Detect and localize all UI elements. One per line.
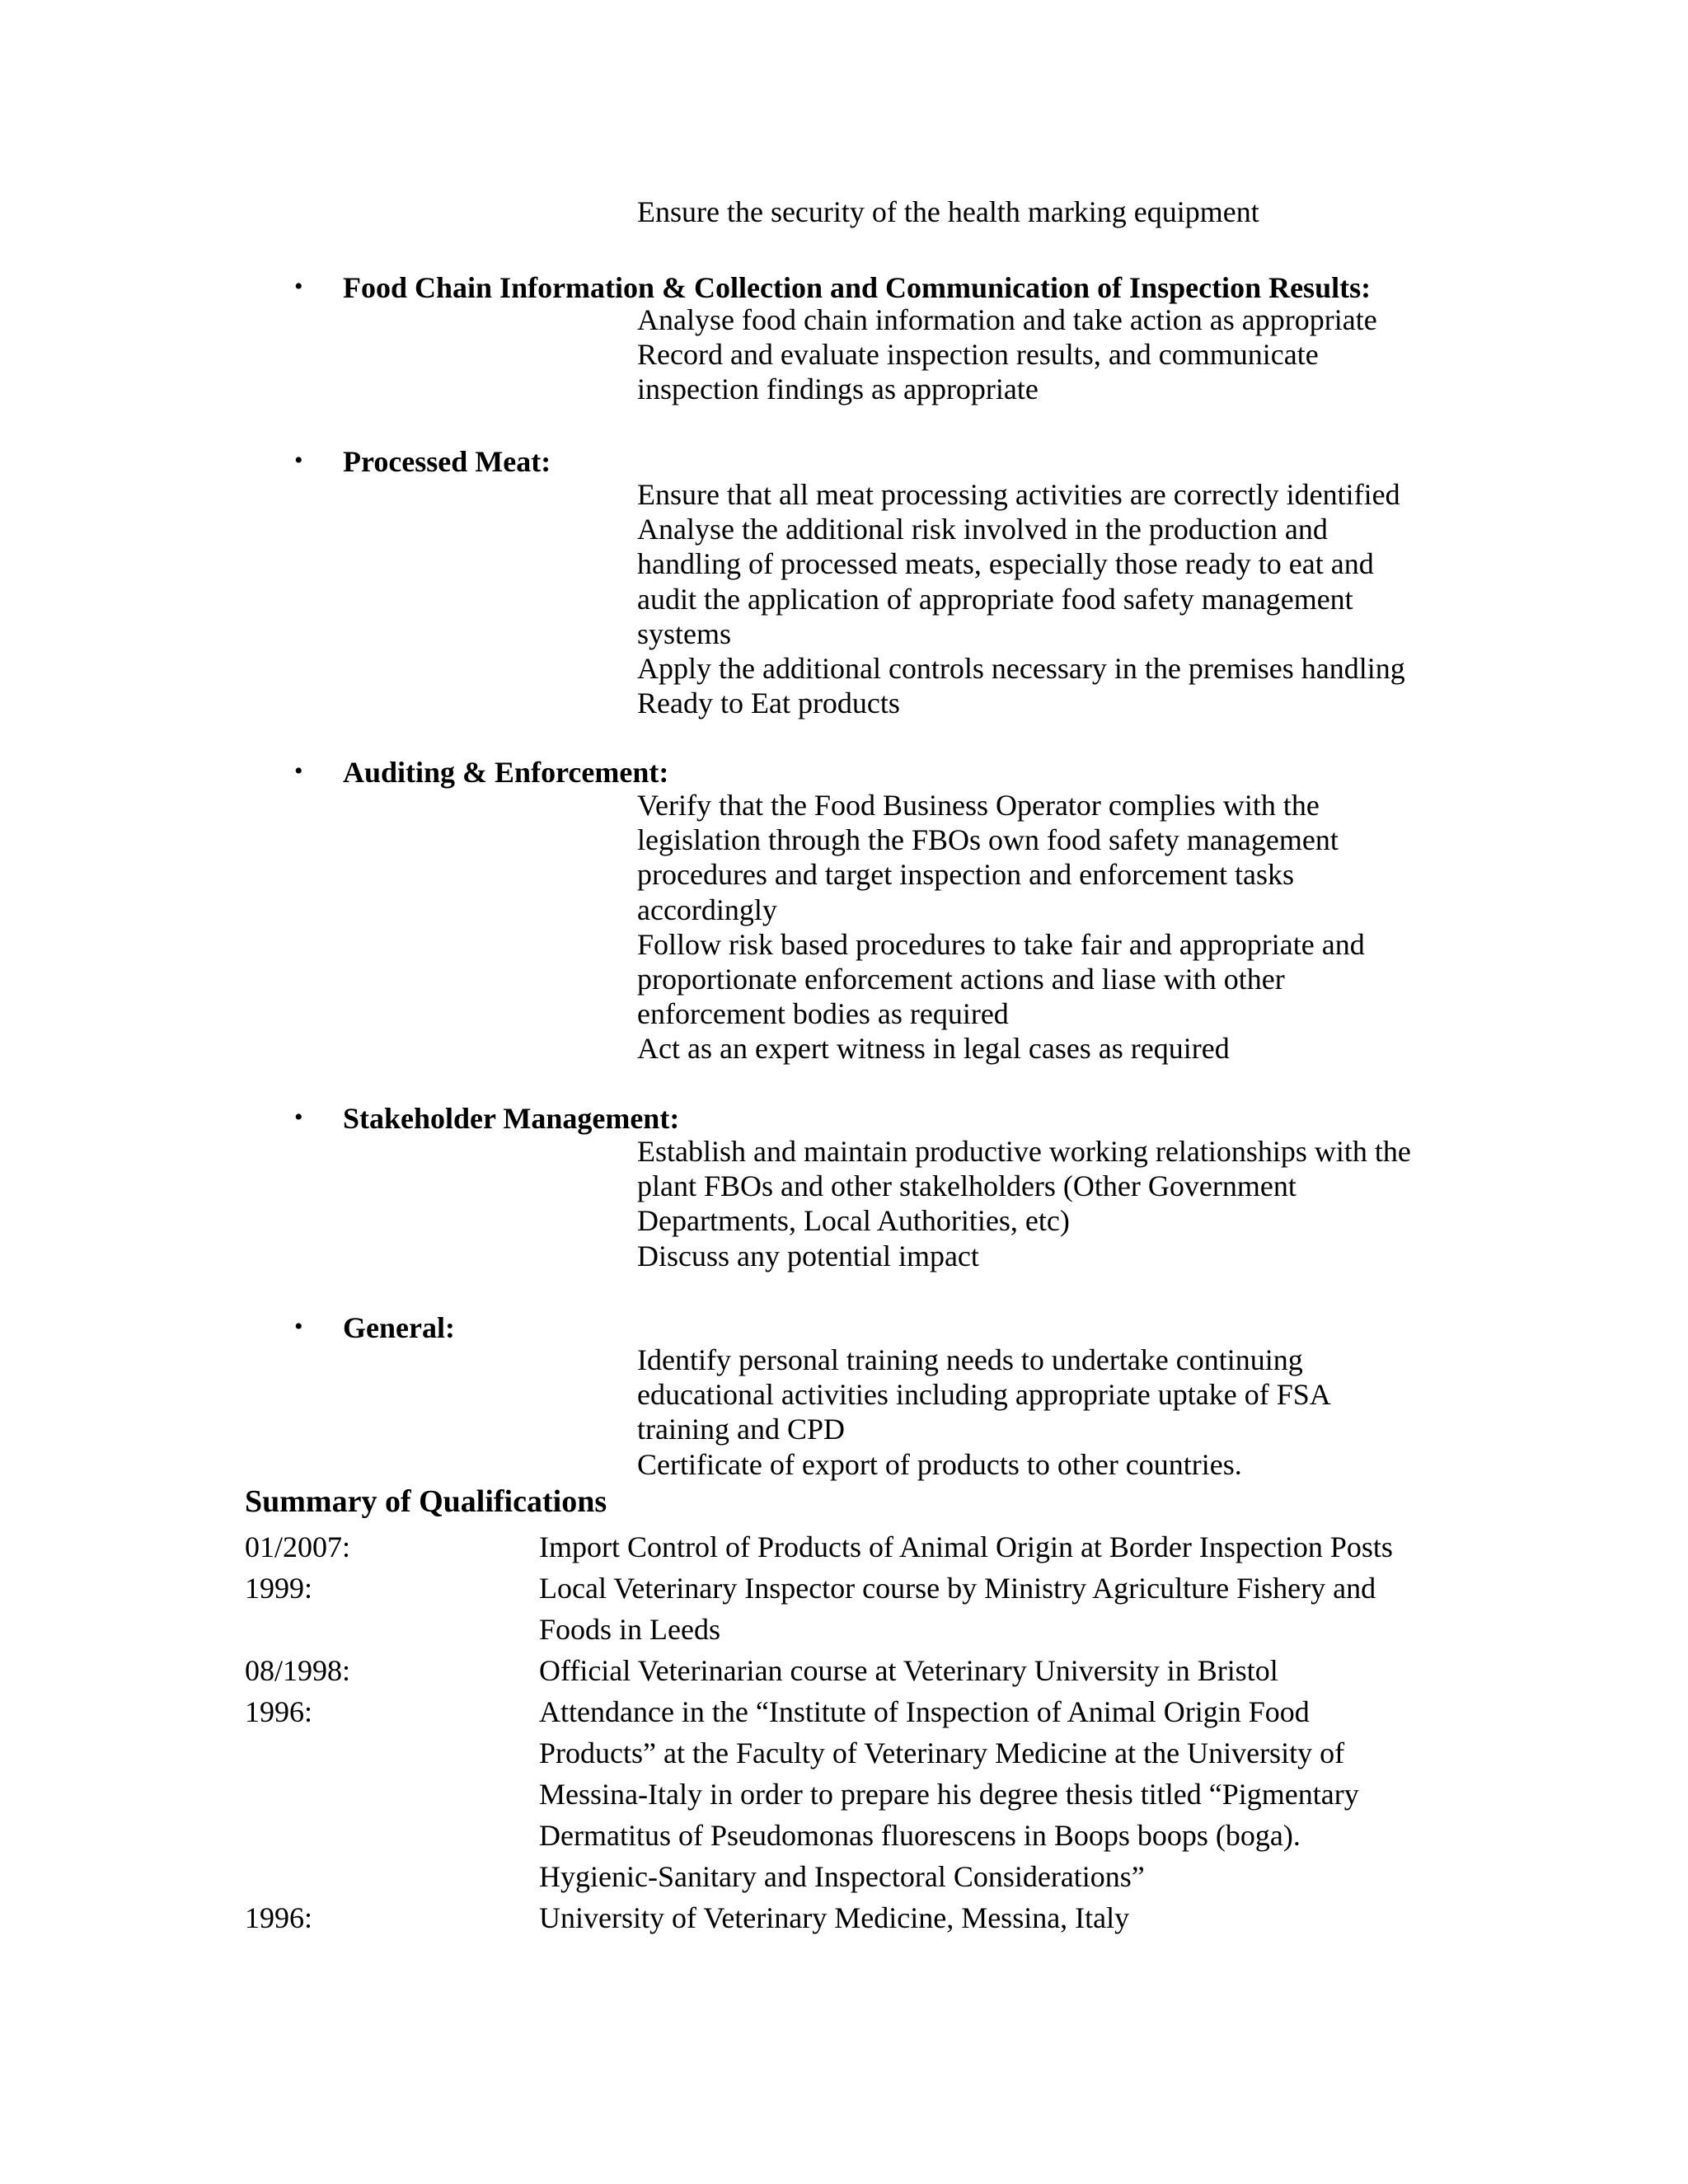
qualification-description xyxy=(539,1650,1446,1691)
body-line: enforcement bodies as required xyxy=(637,997,1009,1031)
qualification-date: 08/1998: xyxy=(245,1654,351,1687)
section-heading-general: General: xyxy=(343,1311,455,1344)
qualification-description xyxy=(539,1526,1446,1568)
top-line: Ensure the security of the health marking equipment xyxy=(637,195,1259,228)
body-line: Departments, Local Authorities, etc) xyxy=(637,1204,1070,1238)
qualification-description xyxy=(539,1897,1446,1938)
qualifications-title: Summary of Qualifications xyxy=(245,1484,607,1519)
qualification-line: Local Veterinary Inspector course by Ministry Agriculture Fishery and xyxy=(539,1572,1376,1605)
body-line: Ensure that all meat processing activities are correctly identified xyxy=(637,478,1400,511)
section-body-stakeholder-management xyxy=(637,1134,1411,1273)
body-line: audit the application of appropriate food safety management xyxy=(637,582,1353,616)
body-line: Identify personal training needs to undertake continuing xyxy=(637,1343,1303,1376)
body-line: systems xyxy=(637,616,732,650)
qualification-description xyxy=(539,1568,1446,1650)
body-line: Record and evaluate inspection results, and communicate xyxy=(637,338,1319,372)
body-line: Establish and maintain productive working relationships with the xyxy=(637,1135,1411,1168)
section-body-food-chain xyxy=(637,302,1377,407)
qualification-date: 01/2007: xyxy=(245,1530,351,1563)
body-line: Act as an expert witness in legal cases as required xyxy=(637,1032,1230,1066)
body-line: educational activities including appropriate uptake of FSA xyxy=(637,1378,1331,1412)
qualification-line: Attendance in the “Institute of Inspection of Animal Origin Food xyxy=(539,1695,1310,1728)
body-line: inspection findings as appropriate xyxy=(637,373,1039,406)
body-line: accordingly xyxy=(637,893,777,926)
qualification-line: Messina-Italy in order to prepare his degree thesis titled “Pigmentary xyxy=(539,1778,1359,1811)
body-line: Certificate of export of products to other countries. xyxy=(637,1447,1242,1481)
section-heading-stakeholder-management: Stakeholder Management: xyxy=(343,1102,680,1135)
qualification-date: 1996: xyxy=(245,1901,313,1934)
section-heading-auditing-enforcement: Auditing & Enforcement: xyxy=(343,756,669,789)
section-body-auditing-enforcement xyxy=(637,788,1365,1066)
body-line: Apply the additional controls necessary in the premises handling xyxy=(637,652,1405,686)
section-heading-food-chain: Food Chain Information & Collection and Communication of Inspection Results: xyxy=(343,271,1372,304)
section-body-processed-meat xyxy=(637,477,1405,720)
body-line: procedures and target inspection and enforcement tasks xyxy=(637,858,1295,892)
section-body-general xyxy=(637,1343,1331,1482)
body-line: Analyse the additional risk involved in the production and xyxy=(637,513,1328,546)
body-line: Ready to Eat products xyxy=(637,687,900,720)
bullet-icon: • xyxy=(294,273,303,300)
qualification-line: Products” at the Faculty of Veterinary Medicine at the University of xyxy=(539,1736,1345,1769)
qualification-date: 1996: xyxy=(245,1695,313,1728)
qualification-line: Hygienic-Sanitary and Inspectoral Considerations” xyxy=(539,1860,1145,1893)
bullet-icon: • xyxy=(294,1104,303,1131)
qualification-line: Foods in Leeds xyxy=(539,1613,720,1646)
body-line: handling of processed meats, especially those ready to eat and xyxy=(637,547,1374,581)
body-line: legislation through the FBOs own food safety management xyxy=(637,823,1339,857)
body-line: Verify that the Food Business Operator complies with the xyxy=(637,789,1320,822)
body-line: Follow risk based procedures to take fair and appropriate and xyxy=(637,927,1365,961)
body-line: Discuss any potential impact xyxy=(637,1239,979,1272)
qualification-line: Official Veterinarian course at Veterinary University in Bristol xyxy=(539,1654,1278,1687)
body-line: proportionate enforcement actions and liase with other xyxy=(637,963,1285,996)
section-heading-processed-meat: Processed Meat: xyxy=(343,445,551,478)
body-line: Analyse food chain information and take action as appropriate xyxy=(637,303,1377,336)
bullet-icon: • xyxy=(294,1313,303,1340)
bullet-icon: • xyxy=(294,757,303,785)
body-line: plant FBOs and other stakelholders (Other Government xyxy=(637,1169,1296,1203)
qualification-date: 1999: xyxy=(245,1572,313,1605)
qualification-line: Dermatitus of Pseudomonas fluorescens in Boops boops (boga). xyxy=(539,1819,1301,1852)
qualification-description xyxy=(539,1691,1446,1897)
qualification-line: University of Veterinary Medicine, Messina, Italy xyxy=(539,1901,1130,1934)
qualification-line: Import Control of Products of Animal Origin at Border Inspection Posts xyxy=(539,1530,1393,1563)
bullet-icon: • xyxy=(294,447,303,474)
body-line: training and CPD xyxy=(637,1413,845,1446)
